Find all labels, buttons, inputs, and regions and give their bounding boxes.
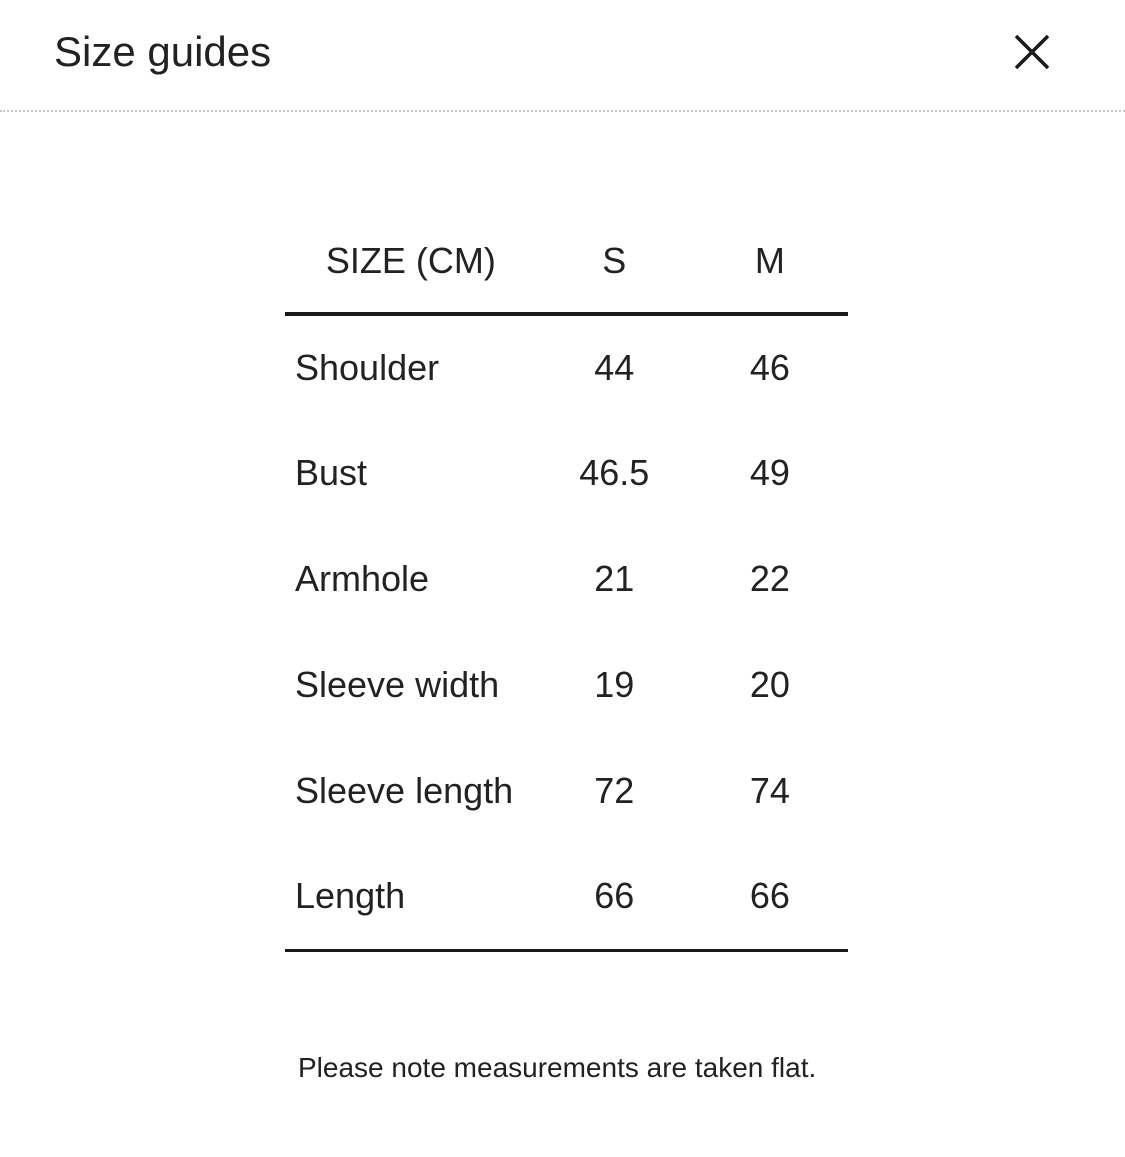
size-table-body [285, 314, 848, 950]
cell-s: 72 [594, 770, 635, 811]
row-label: Sleeve width [295, 664, 500, 705]
close-icon [1010, 30, 1054, 74]
row-label: Length [285, 844, 537, 950]
size-table [285, 210, 848, 952]
table-row [285, 844, 848, 950]
header-size-m: M [692, 210, 848, 314]
table-row [285, 632, 848, 738]
cell-s: 66 [537, 844, 692, 950]
cell-m: 46 [749, 347, 790, 388]
cell-s: 19 [594, 664, 635, 705]
row-label: Bust [295, 452, 368, 493]
cell-s: 21 [594, 558, 635, 599]
table-row [285, 526, 848, 632]
cell-s: 44 [594, 347, 635, 388]
cell-s: 46.5 [579, 452, 650, 493]
measurement-note: Please note measurements are taken flat. [298, 1052, 817, 1083]
modal-title: Size guides [54, 28, 272, 75]
header-size-cm: SIZE (CM) [285, 210, 537, 314]
cell-m: 20 [749, 664, 790, 705]
cell-m: 49 [749, 452, 790, 493]
table-row [285, 420, 848, 526]
table-row [285, 314, 848, 420]
cell-m: 66 [692, 844, 848, 950]
modal-header [0, 0, 1125, 112]
close-button[interactable] [1010, 30, 1054, 74]
table-row [285, 738, 848, 844]
cell-m: 22 [749, 558, 790, 599]
size-table-header [285, 210, 848, 314]
table-header-row [285, 210, 848, 314]
row-label: Armhole [295, 558, 430, 599]
row-label: Shoulder [295, 347, 440, 388]
row-label: Sleeve length [295, 770, 514, 811]
cell-m: 74 [749, 770, 790, 811]
header-size-s: S [537, 210, 692, 314]
